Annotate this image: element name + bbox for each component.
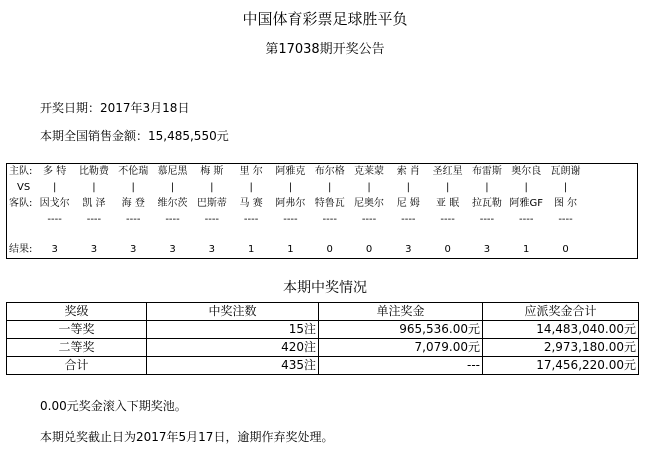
prize-amount: 965,536.00元 xyxy=(319,321,483,339)
dash-separator: ---- xyxy=(558,214,573,225)
vs-bar: | xyxy=(288,182,293,193)
dash-separator: ---- xyxy=(283,214,298,225)
header-amount: 单注奖金 xyxy=(319,303,483,321)
dash-separator: ---- xyxy=(322,214,337,225)
away-team: 尼 姆 xyxy=(396,198,420,209)
page-title: 中国体育彩票足球胜平负 xyxy=(242,10,408,28)
vs-bar: | xyxy=(485,182,489,193)
dash-row xyxy=(7,212,637,228)
vs-bar: | xyxy=(92,182,96,193)
home-team: 不伦瑞 xyxy=(118,166,149,177)
prize-level: 一等奖 xyxy=(7,321,147,339)
dash-separator: ---- xyxy=(243,214,259,225)
dash-separator: ---- xyxy=(479,214,495,225)
home-team: 多 特 xyxy=(43,166,67,177)
prize-level: 二等奖 xyxy=(7,339,147,357)
home-row xyxy=(7,164,637,180)
home-team: 梅 斯 xyxy=(200,166,224,177)
vs-bar: | xyxy=(52,182,57,193)
vs-bar: | xyxy=(210,182,214,193)
prize-header-row xyxy=(7,303,639,321)
prize-amount: --- xyxy=(319,357,483,375)
away-team: 图 尔 xyxy=(553,198,578,209)
match-result: 3 xyxy=(169,244,176,255)
match-result: 3 xyxy=(405,244,412,255)
home-team: 慕尼黑 xyxy=(157,166,188,177)
vs-bar: | xyxy=(249,182,253,193)
vs-bar: | xyxy=(406,182,411,193)
vs-label: VS xyxy=(17,182,31,193)
vs-bar: | xyxy=(445,182,450,193)
result-label: 结果: xyxy=(9,244,33,255)
match-result: 3 xyxy=(483,244,491,255)
match-result: 0 xyxy=(326,244,333,255)
match-result: 0 xyxy=(444,244,451,255)
away-row xyxy=(7,196,637,212)
match-result: 0 xyxy=(365,244,373,255)
dash-separator: ---- xyxy=(401,214,416,225)
draw-date: 开奖日期：2017年3月18日 xyxy=(40,101,190,115)
match-result: 1 xyxy=(247,244,255,255)
table-row xyxy=(7,357,639,375)
home-team: 阿雅克 xyxy=(275,166,306,177)
home-team: 布尔格 xyxy=(314,166,345,177)
vs-bar: | xyxy=(131,182,135,193)
away-team: 因戈尔 xyxy=(39,198,70,209)
away-team: 亚 眠 xyxy=(436,198,460,209)
away-label: 客队: xyxy=(9,198,33,209)
match-result: 1 xyxy=(523,244,530,255)
dash-separator: ---- xyxy=(440,214,455,225)
prize-amount: 7,079.00元 xyxy=(319,339,483,357)
dash-separator: ---- xyxy=(86,214,102,225)
home-team: 里 尔 xyxy=(239,166,263,177)
vs-bar: | xyxy=(328,182,332,193)
dash-separator: ---- xyxy=(519,214,534,225)
prize-level: 合计 xyxy=(7,357,147,375)
home-team: 奥尔良 xyxy=(511,166,542,177)
table-row xyxy=(7,321,639,339)
match-result: 3 xyxy=(90,244,98,255)
header-level: 奖级 xyxy=(7,303,147,321)
sales-amount: 本期全国销售金额：15,485,550元 xyxy=(40,129,229,143)
home-team: 瓦朗谢 xyxy=(550,166,581,177)
home-team: 克莱蒙 xyxy=(354,166,385,177)
vs-bar: | xyxy=(563,182,568,193)
away-team: 尼奥尔 xyxy=(354,198,385,209)
header-count: 中奖注数 xyxy=(147,303,319,321)
away-team: 拉瓦勒 xyxy=(471,198,502,209)
home-team: 布雷斯 xyxy=(471,166,502,177)
away-team: 特鲁瓦 xyxy=(314,198,345,209)
table-row xyxy=(7,339,639,357)
match-table xyxy=(6,163,638,259)
issue-subtitle: 第17038期开奖公告 xyxy=(265,42,385,57)
match-result: 3 xyxy=(51,244,58,255)
home-team: 圣红星 xyxy=(432,166,463,177)
dash-separator: ---- xyxy=(204,214,220,225)
home-label: 主队: xyxy=(9,166,33,177)
away-team: 马 赛 xyxy=(239,198,263,209)
home-team: 比勒费 xyxy=(78,166,109,177)
prize-total: 14,483,040.00元 xyxy=(483,321,639,339)
dash-separator: ---- xyxy=(47,214,62,225)
result-row xyxy=(7,242,637,258)
header-total: 应派奖金合计 xyxy=(483,303,639,321)
match-result: 0 xyxy=(562,244,569,255)
vs-bar: | xyxy=(170,182,175,193)
away-team: 阿雅GF xyxy=(509,198,543,209)
away-team: 阿弗尔 xyxy=(275,198,306,209)
dash-separator: ---- xyxy=(165,214,180,225)
prize-total: 2,973,180.00元 xyxy=(483,339,639,357)
prize-count: 435注 xyxy=(147,357,319,375)
match-result: 1 xyxy=(287,244,294,255)
home-team: 索 肖 xyxy=(396,166,420,177)
dash-separator: ---- xyxy=(361,214,377,225)
dash-separator: ---- xyxy=(126,214,141,225)
prize-title: 本期中奖情况 xyxy=(283,280,367,296)
rollover-note: 0.00元奖金滚入下期奖池。 xyxy=(40,399,187,413)
prize-count: 420注 xyxy=(147,339,319,357)
prize-table xyxy=(6,302,639,375)
away-team: 凯 泽 xyxy=(82,198,106,209)
vs-bar: | xyxy=(524,182,528,193)
deadline-note: 本期兑奖截止日为2017年5月17日，逾期作弃奖处理。 xyxy=(40,430,334,444)
match-result: 3 xyxy=(208,244,216,255)
away-team: 海 登 xyxy=(121,198,145,209)
prize-total: 17,456,220.00元 xyxy=(483,357,639,375)
bar-row-1 xyxy=(7,180,637,196)
away-team: 维尔茨 xyxy=(157,198,188,209)
vs-bar: | xyxy=(367,182,371,193)
prize-count: 15注 xyxy=(147,321,319,339)
match-result: 3 xyxy=(130,244,137,255)
away-team: 巴斯蒂 xyxy=(196,198,227,209)
